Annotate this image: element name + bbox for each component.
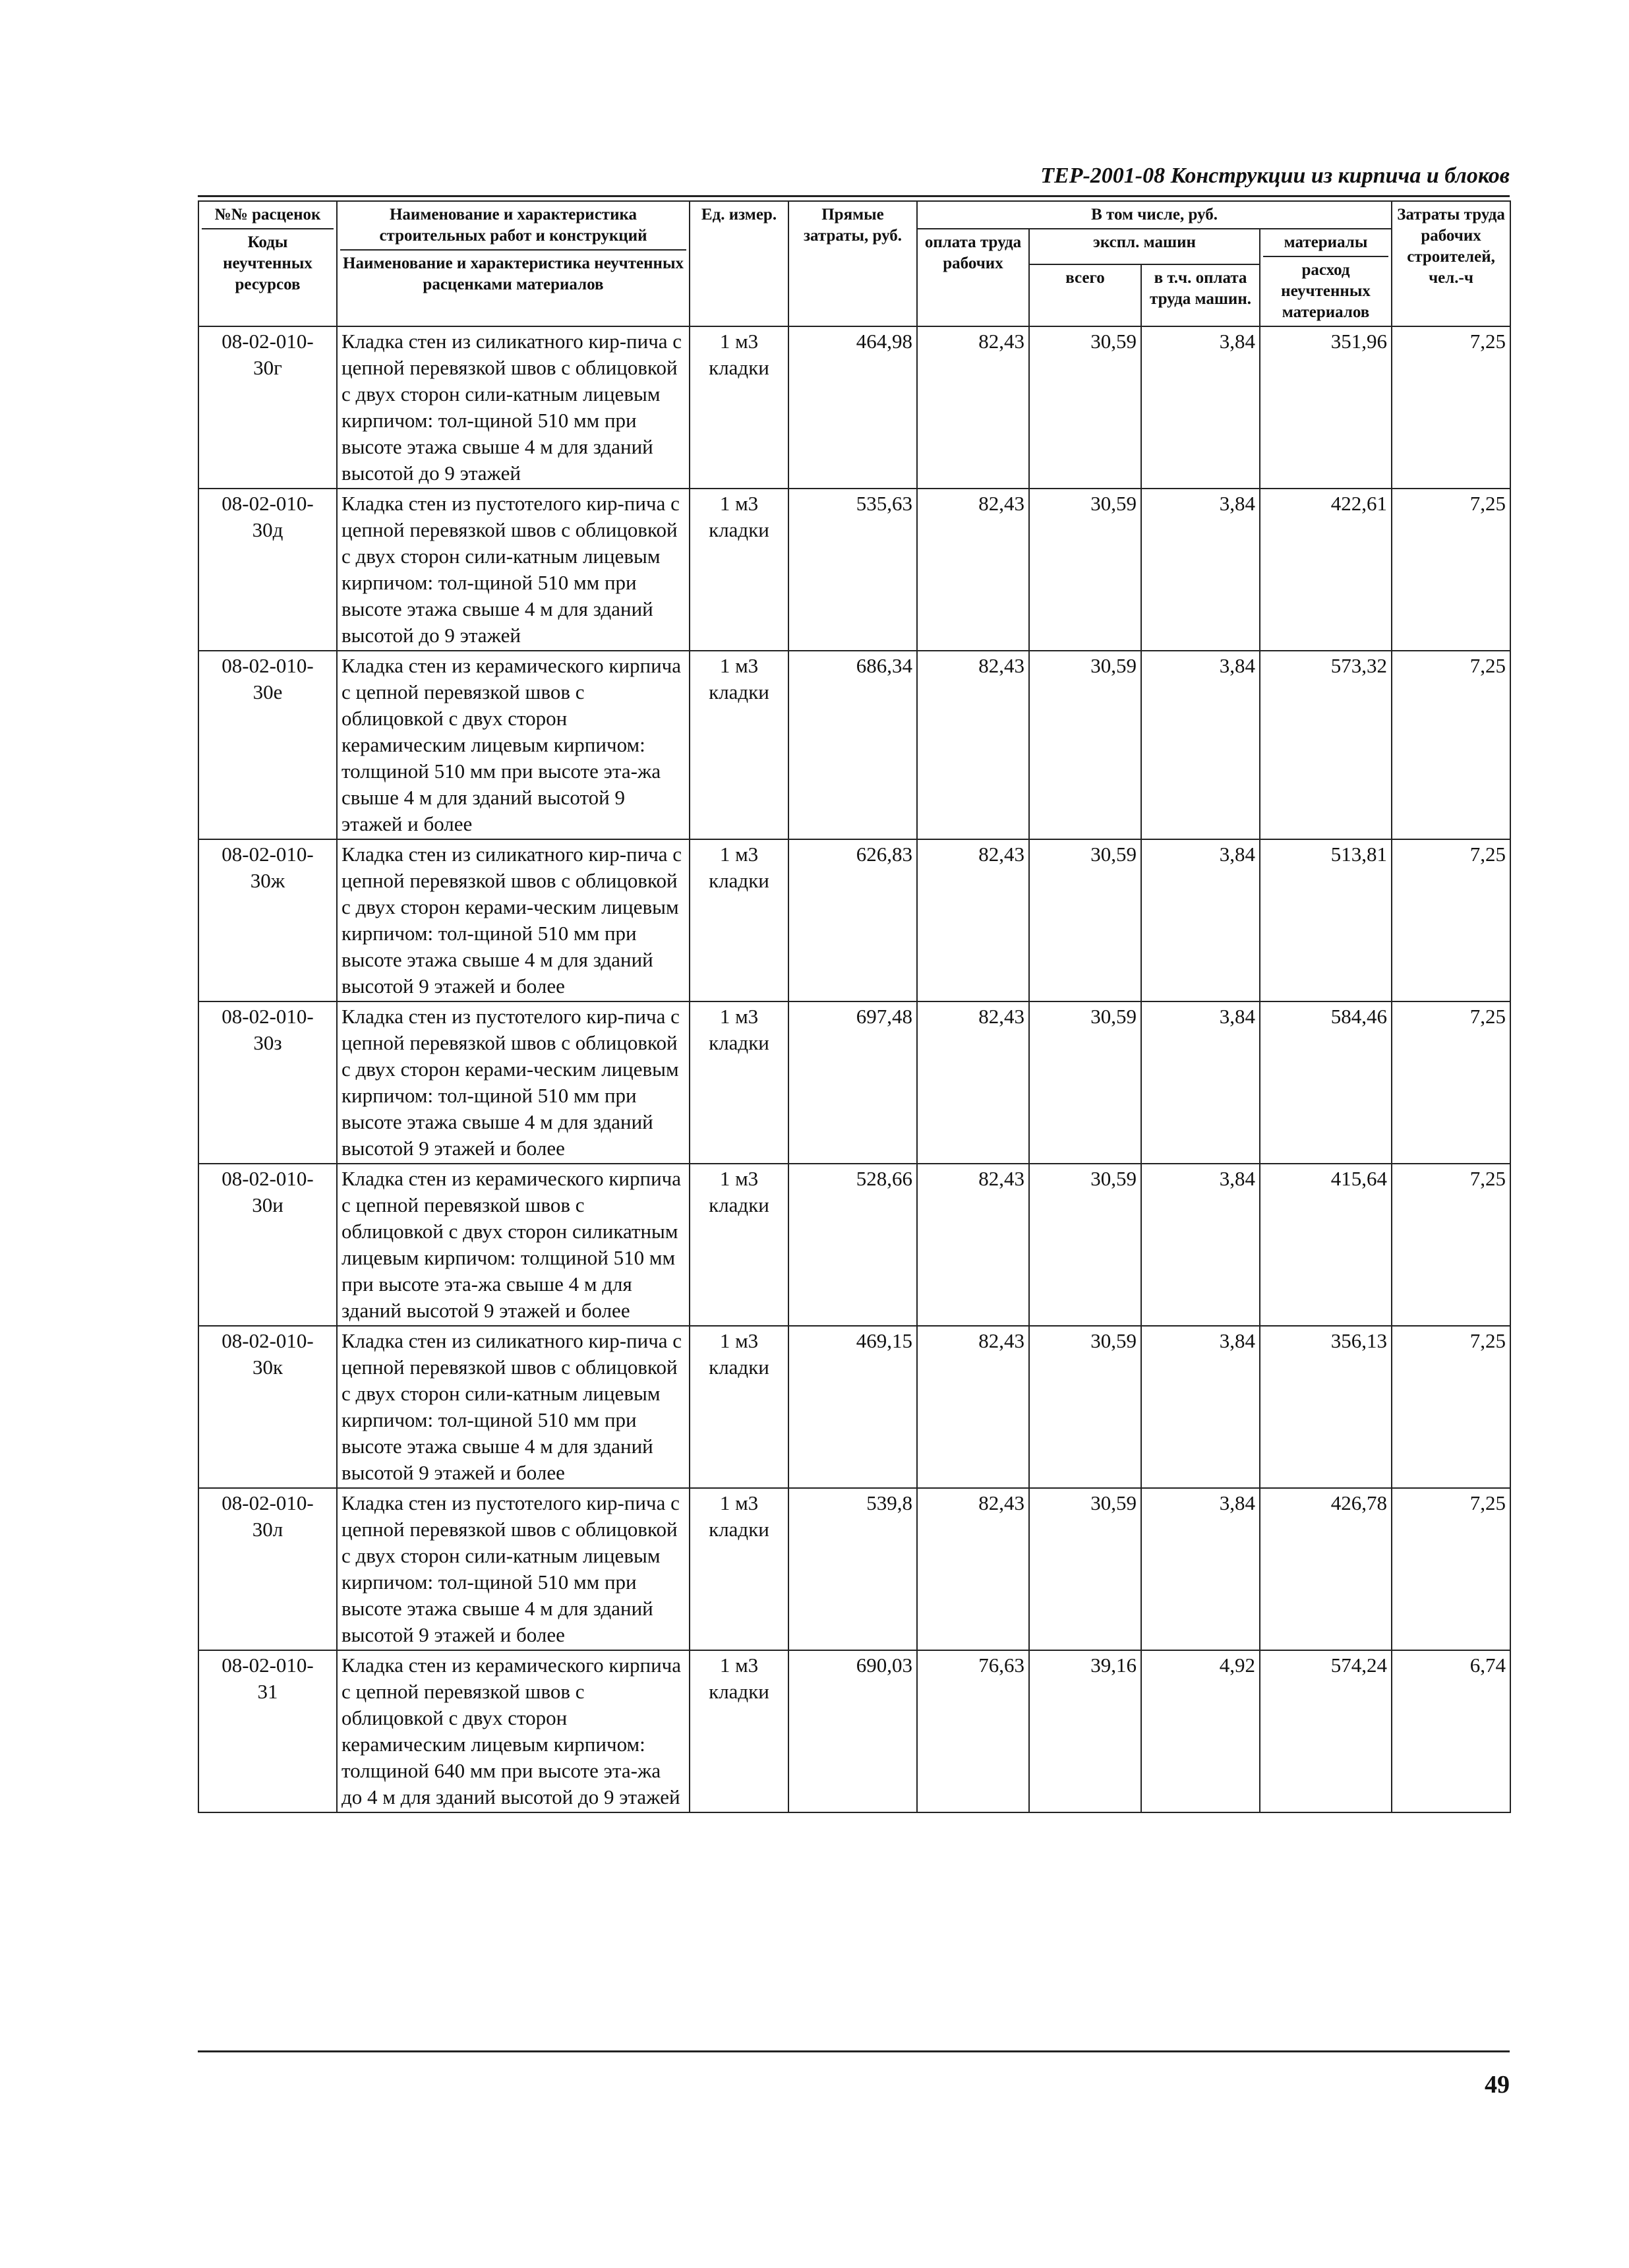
work-description: Кладка стен из пустотелого кир-пича с цепной перевязкой швов с облицовкой с двух сторон сили-катным лицевым кирпичом: тол-щиной 510 мм при высоте этажа свыше 4 м для зданий высотой 9 этажей и более	[337, 1488, 690, 1650]
table-row	[198, 1164, 1510, 1326]
rate-code-prefix: 08-02-010-	[222, 654, 314, 677]
labor-hours: 7,25	[1392, 1488, 1510, 1650]
labor-hours: 6,74	[1392, 1650, 1510, 1812]
direct-costs: 464,98	[788, 326, 917, 489]
direct-costs: 686,34	[788, 651, 917, 839]
unit-label: кладки	[709, 1193, 769, 1216]
labor-hours: 7,25	[1392, 489, 1510, 651]
table-row	[198, 326, 1510, 489]
machines-labor-pay: 3,84	[1141, 839, 1260, 1001]
direct-costs: 626,83	[788, 839, 917, 1001]
labor-hours: 7,25	[1392, 326, 1510, 489]
work-description: Кладка стен из силикатного кир-пича с цепной перевязкой швов с облицовкой с двух сторон сили-катным лицевым кирпичом: тол-щиной 510 мм при высоте этажа свыше 4 м для зданий высотой 9 этажей и более	[337, 1326, 690, 1488]
col-labor-pay: оплата труда рабочих	[917, 229, 1029, 326]
table-row	[198, 1488, 1510, 1650]
col-code-top: №№ расценок	[202, 204, 334, 229]
table-row	[198, 1001, 1510, 1164]
labor-pay: 82,43	[917, 1326, 1029, 1488]
materials-cost: 422,61	[1260, 489, 1392, 651]
col-machines-total: всего	[1029, 264, 1141, 326]
col-direct-costs: Прямые затраты, руб.	[788, 201, 917, 326]
rate-code	[198, 1326, 337, 1488]
labor-pay: 82,43	[917, 1164, 1029, 1326]
machines-total: 30,59	[1029, 326, 1141, 489]
materials-cost: 356,13	[1260, 1326, 1392, 1488]
work-description: Кладка стен из силикатного кир-пича с цепной перевязкой швов с облицовкой с двух сторон сили-катным лицевым кирпичом: тол-щиной 510 мм при высоте этажа свыше 4 м для зданий высотой до 9 этажей	[337, 326, 690, 489]
col-machines: экспл. машин	[1029, 229, 1260, 264]
unit-value: 1 м3	[719, 843, 759, 866]
unit-value: 1 м3	[719, 1005, 759, 1028]
running-title: ТЕР-2001-08 Конструкции из кирпича и блоков	[1040, 164, 1510, 188]
rate-code-suffix: 31	[257, 1680, 278, 1703]
rate-code-prefix: 08-02-010-	[222, 843, 314, 866]
rate-code-prefix: 08-02-010-	[222, 1329, 314, 1352]
table-row	[198, 1326, 1510, 1488]
labor-pay: 82,43	[917, 1488, 1029, 1650]
rate-code-prefix: 08-02-010-	[222, 330, 314, 353]
col-unit: Ед. измер.	[690, 201, 788, 326]
rate-code	[198, 489, 337, 651]
work-description: Кладка стен из керамического кирпича с цепной перевязкой швов с облицовкой с двух сторон силикатным лицевым кирпичом: толщиной 510 мм при высоте эта-жа свыше 4 м для зданий высотой 9 этажей и более	[337, 1164, 690, 1326]
unit-value: 1 м3	[719, 1491, 759, 1514]
rate-code-prefix: 08-02-010-	[222, 1005, 314, 1028]
rate-code-prefix: 08-02-010-	[222, 1167, 314, 1190]
rate-code-prefix: 08-02-010-	[222, 1654, 314, 1677]
materials-cost: 513,81	[1260, 839, 1392, 1001]
materials-cost: 351,96	[1260, 326, 1392, 489]
labor-pay: 82,43	[917, 651, 1029, 839]
rate-code-prefix: 08-02-010-	[222, 492, 314, 515]
unit-of-measure	[690, 839, 788, 1001]
direct-costs: 535,63	[788, 489, 917, 651]
unit-label: кладки	[709, 680, 769, 703]
table-row	[198, 489, 1510, 651]
col-machines-pay: в т.ч. оплата труда машин.	[1141, 264, 1260, 326]
machines-total: 30,59	[1029, 489, 1141, 651]
rate-code-suffix: 30г	[253, 356, 282, 379]
col-name-top: Наименование и характеристика строительных работ и конструкций	[340, 204, 686, 251]
unit-of-measure	[690, 1650, 788, 1812]
labor-pay: 82,43	[917, 1001, 1029, 1164]
table-row	[198, 651, 1510, 839]
labor-hours: 7,25	[1392, 1001, 1510, 1164]
header-divider	[198, 195, 1510, 197]
table-body	[198, 326, 1510, 1812]
rate-code	[198, 1164, 337, 1326]
unit-label: кладки	[709, 356, 769, 379]
unit-of-measure	[690, 326, 788, 489]
unit-of-measure	[690, 1164, 788, 1326]
col-code	[198, 201, 337, 326]
machines-total: 30,59	[1029, 1164, 1141, 1326]
materials-cost: 415,64	[1260, 1164, 1392, 1326]
direct-costs: 697,48	[788, 1001, 917, 1164]
col-materials	[1260, 229, 1392, 326]
machines-total: 39,16	[1029, 1650, 1141, 1812]
labor-pay: 82,43	[917, 326, 1029, 489]
unit-value: 1 м3	[719, 330, 759, 353]
col-name	[337, 201, 690, 326]
rate-code-suffix: 30е	[252, 680, 283, 703]
materials-cost: 584,46	[1260, 1001, 1392, 1164]
unit-label: кладки	[709, 1356, 769, 1379]
col-name-bottom: Наименование и характеристика неучтенных расценками материалов	[343, 254, 684, 293]
direct-costs: 690,03	[788, 1650, 917, 1812]
page-number: 49	[1485, 2071, 1510, 2099]
materials-cost: 573,32	[1260, 651, 1392, 839]
labor-pay: 82,43	[917, 839, 1029, 1001]
machines-labor-pay: 3,84	[1141, 326, 1260, 489]
rate-code	[198, 1001, 337, 1164]
col-labor: Затраты труда рабочих строителей, чел.-ч	[1392, 201, 1510, 326]
rate-code-prefix: 08-02-010-	[222, 1491, 314, 1514]
machines-labor-pay: 3,84	[1141, 489, 1260, 651]
work-description: Кладка стен из керамического кирпича с цепной перевязкой швов с облицовкой с двух сторон керамическим лицевым кирпичом: толщиной 640 мм при высоте эта-жа до 4 м для зданий высотой до 9 этажей	[337, 1650, 690, 1812]
machines-total: 30,59	[1029, 1488, 1141, 1650]
rate-code	[198, 1650, 337, 1812]
unit-of-measure	[690, 1488, 788, 1650]
direct-costs: 539,8	[788, 1488, 917, 1650]
unit-of-measure	[690, 1326, 788, 1488]
col-materials-top: материалы	[1263, 232, 1388, 257]
unit-value: 1 м3	[719, 1167, 759, 1190]
unit-label: кладки	[709, 1031, 769, 1054]
col-code-bottom: Коды неучтенных ресурсов	[223, 233, 312, 293]
rate-code-suffix: 30д	[252, 518, 283, 541]
machines-total: 30,59	[1029, 651, 1141, 839]
rate-code	[198, 651, 337, 839]
labor-pay: 82,43	[917, 489, 1029, 651]
rate-code-suffix: 30к	[252, 1356, 283, 1379]
work-description: Кладка стен из пустотелого кир-пича с цепной перевязкой швов с облицовкой с двух сторон сили-катным лицевым кирпичом: тол-щиной 510 мм при высоте этажа свыше 4 м для зданий высотой до 9 этажей	[337, 489, 690, 651]
machines-labor-pay: 4,92	[1141, 1650, 1260, 1812]
unit-of-measure	[690, 651, 788, 839]
machines-total: 30,59	[1029, 839, 1141, 1001]
unit-label: кладки	[709, 1680, 769, 1703]
col-incl: В том числе, руб.	[917, 201, 1392, 229]
unit-label: кладки	[709, 1518, 769, 1541]
labor-hours: 7,25	[1392, 839, 1510, 1001]
unit-of-measure	[690, 1001, 788, 1164]
work-description: Кладка стен из керамического кирпича с цепной перевязкой швов с облицовкой с двух сторон керамическим лицевым кирпичом: толщиной 510 мм при высоте эта-жа свыше 4 м для зданий высотой 9 этажей и более	[337, 651, 690, 839]
unit-of-measure	[690, 489, 788, 651]
table-row	[198, 1650, 1510, 1812]
rate-code	[198, 326, 337, 489]
rate-code-suffix: 30и	[252, 1193, 283, 1216]
rate-code	[198, 1488, 337, 1650]
machines-total: 30,59	[1029, 1326, 1141, 1488]
table-header	[198, 201, 1510, 326]
table-row	[198, 839, 1510, 1001]
labor-hours: 7,25	[1392, 1326, 1510, 1488]
unit-value: 1 м3	[719, 654, 759, 677]
rate-code	[198, 839, 337, 1001]
direct-costs: 469,15	[788, 1326, 917, 1488]
unit-value: 1 м3	[719, 1329, 759, 1352]
labor-hours: 7,25	[1392, 651, 1510, 839]
col-materials-bottom: расход неучтенных материалов	[1281, 261, 1371, 321]
unit-label: кладки	[709, 518, 769, 541]
rates-table	[198, 200, 1511, 1813]
machines-labor-pay: 3,84	[1141, 1326, 1260, 1488]
machines-labor-pay: 3,84	[1141, 651, 1260, 839]
unit-value: 1 м3	[719, 1654, 759, 1677]
machines-total: 30,59	[1029, 1001, 1141, 1164]
unit-value: 1 м3	[719, 492, 759, 515]
machines-labor-pay: 3,84	[1141, 1488, 1260, 1650]
unit-label: кладки	[709, 869, 769, 892]
rate-code-suffix: 30ж	[250, 869, 285, 892]
footer-divider	[198, 2050, 1510, 2052]
materials-cost: 426,78	[1260, 1488, 1392, 1650]
work-description: Кладка стен из силикатного кир-пича с цепной перевязкой швов с облицовкой с двух сторон керами-ческим лицевым кирпичом: тол-щиной 510 мм при высоте этажа свыше 4 м для зданий высотой 9 этажей и более	[337, 839, 690, 1001]
rate-code-suffix: 30з	[253, 1031, 282, 1054]
labor-hours: 7,25	[1392, 1164, 1510, 1326]
machines-labor-pay: 3,84	[1141, 1001, 1260, 1164]
work-description: Кладка стен из пустотелого кир-пича с цепной перевязкой швов с облицовкой с двух сторон керами-ческим лицевым кирпичом: тол-щиной 510 мм при высоте этажа свыше 4 м для зданий высотой 9 этажей и более	[337, 1001, 690, 1164]
machines-labor-pay: 3,84	[1141, 1164, 1260, 1326]
rate-code-suffix: 30л	[252, 1518, 283, 1541]
direct-costs: 528,66	[788, 1164, 917, 1326]
labor-pay: 76,63	[917, 1650, 1029, 1812]
materials-cost: 574,24	[1260, 1650, 1392, 1812]
